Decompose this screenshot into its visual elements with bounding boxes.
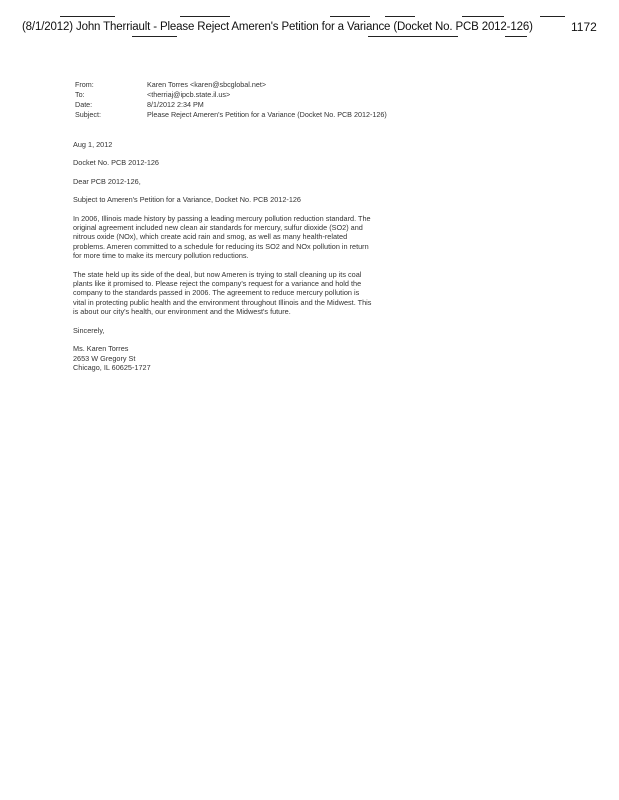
page-header-title: (8/1/2012) John Therriault - Please Reject Ameren's Petition for a Variance (Docket No. PCB 2012-126) — [22, 21, 533, 33]
letter-closing: Sincerely, — [73, 325, 105, 335]
header-rule — [132, 36, 177, 37]
meta-row-to — [75, 90, 437, 100]
signature-city: Chicago, IL 60625-1727 — [73, 362, 151, 372]
header-rule — [368, 36, 458, 37]
meta-label: Date: — [75, 100, 93, 109]
header-rule — [540, 16, 565, 17]
letter-date: Aug 1, 2012 — [73, 140, 113, 149]
header-rule — [505, 36, 527, 37]
meta-label: To: — [75, 90, 85, 99]
meta-label: Subject: — [75, 110, 101, 119]
letter-subject-line: Subject to Ameren's Petition for a Variance, Docket No. PCB 2012-126 — [73, 195, 301, 205]
meta-value: 8/1/2012 2:34 PM — [147, 100, 204, 109]
meta-row-subject — [75, 110, 437, 120]
header-rule — [180, 16, 230, 17]
email-meta — [75, 80, 437, 120]
letter-paragraph: The state held up its side of the deal, but now Ameren is trying to stall cleaning up its coal plants like it promised to. Please reject the company's request for a variance and hold the company to the standards passed in 2006. The agreement to reduce mercury pollution is vital in protecting public health and the environment throughout Illinois and the Midwest. This is about our city's health, our environment and the Midwest's future. — [73, 269, 372, 317]
letter-docket: Docket No. PCB 2012-126 — [73, 158, 159, 168]
letter-body — [73, 140, 373, 372]
header-rule — [60, 16, 115, 17]
meta-row-date — [75, 100, 437, 110]
header-rule — [330, 16, 370, 17]
signature-name: Ms. Karen Torres — [73, 344, 129, 354]
signature-street: 2653 W Gregory St — [73, 353, 136, 363]
meta-value: <therriaj@ipcb.state.il.us> — [147, 90, 231, 99]
page-number: 1172 — [571, 20, 597, 34]
header-rule — [385, 16, 415, 17]
meta-value: Please Reject Ameren's Petition for a Variance (Docket No. PCB 2012-126) — [147, 110, 387, 119]
meta-label: From: — [75, 80, 94, 89]
meta-row-from — [75, 80, 437, 90]
meta-value: Karen Torres <karen@sbcglobal.net> — [147, 80, 267, 89]
letter-salutation: Dear PCB 2012-126, — [73, 176, 141, 186]
letter-paragraph: In 2006, Illinois made history by passing a leading mercury pollution reduction standard. The original agreement included new clean air standards for mercury, sulfur dioxide (SO2) and nitrous oxide (NOx), which create acid rain and smog, as well as many health-related problems. Ameren committed to a schedule for reducing its SO2 and NOx pollution in return for more time to make its mercury pollution reductions. — [73, 213, 371, 261]
header-rule — [462, 16, 504, 17]
